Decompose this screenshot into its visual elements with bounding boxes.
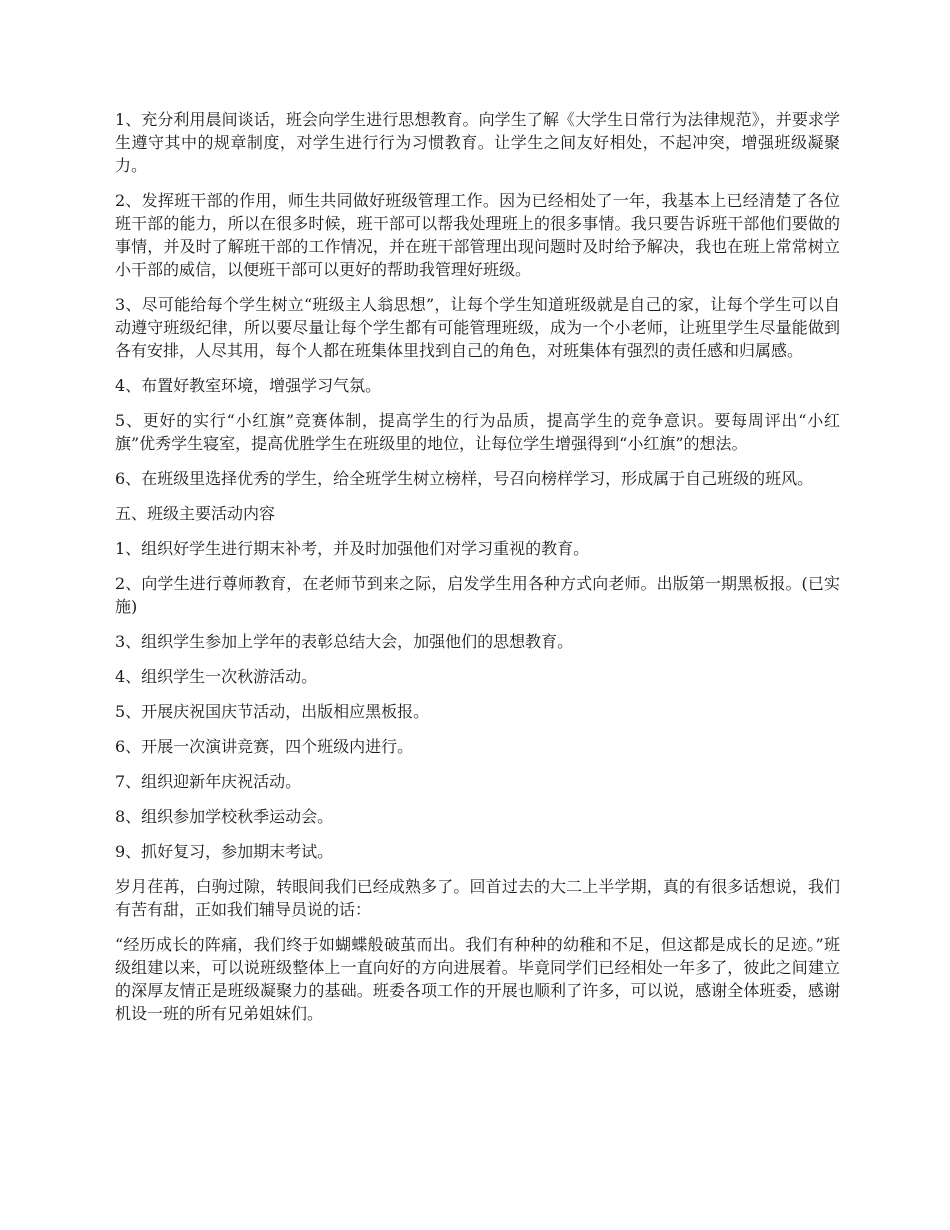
activity-item-5: 5、开展庆祝国庆节活动，出版相应黑板报。 (115, 702, 430, 721)
activity-item-3: 3、组织学生参加上学年的表彰总结大会，加强他们的思想教育。 (115, 632, 574, 651)
activity-item-8: 8、组织参加学校秋季运动会。 (115, 807, 334, 826)
paragraph-measure-2: 2、发挥班干部的作用，师生共同做好班级管理工作。因为已经相处了一年，我基本上已经清楚了各位班干部的能力，所以在很多时候，班干部可以帮我处理班上的很多事情。我只要告诉班干部他们要做的事情，并及时了解班干部的工作情况，并在班干部管理出现问题时及时给予解决，我也在班上常常树立小干部的威信，以便班干部可以更好的帮助我管理好班级。 (115, 191, 840, 279)
document-body (115, 108, 840, 1037)
section-heading-activities: 五、班级主要活动内容 (115, 504, 276, 523)
reflection-paragraph-1: 岁月荏苒，白驹过隙，转眼间我们已经成熟多了。回首过去的大二上半学期，真的有很多话想说，我们有苦有甜，正如我们辅导员说的话： (115, 877, 840, 919)
activity-item-4: 4、组织学生一次秋游活动。 (115, 667, 318, 686)
reflection-paragraph-2: “经历成长的阵痛，我们终于如蝴蝶般破茧而出。我们有种种的幼稚和不足，但这都是成长的足迹。”班级组建以来，可以说班级整体上一直向好的方向进展着。毕竟同学们已经相处一年多了，彼此之间建立的深厚友情正是班级凝聚力的基础。班委各项工作的开展也顺利了许多，可以说，感谢全体班委，感谢机设一班的所有兄弟姐妹们。 (115, 935, 840, 1023)
activity-item-2: 2、向学生进行尊师教育，在老师节到来之际，启发学生用各种方式向老师。出版第一期黑板报。(已实施) (115, 574, 840, 616)
activity-item-6: 6、开展一次演讲竞赛，四个班级内进行。 (115, 737, 414, 756)
activity-item-9: 9、抓好复习，参加期末考试。 (115, 842, 334, 861)
paragraph-measure-5: 5、更好的实行“小红旗”竞赛体制，提高学生的行为品质，提高学生的竞争意识。要每周评出“小红旗”优秀学生寝室，提高优胜学生在班级里的地位，让每位学生增强得到“小红旗”的想法。 (115, 411, 840, 453)
activity-item-7: 7、组织迎新年庆祝活动。 (115, 772, 302, 791)
paragraph-measure-6: 6、在班级里选择优秀的学生，给全班学生树立榜样，号召向榜样学习，形成属于自己班级的班风。 (115, 469, 814, 488)
activity-item-1: 1、组织好学生进行期末补考，并及时加强他们对学习重视的教育。 (115, 539, 590, 558)
paragraph-measure-4: 4、布置好教室环境，增强学习气氛。 (115, 376, 382, 395)
paragraph-measure-3: 3、尽可能给每个学生树立“班级主人翁思想”，让每个学生知道班级就是自己的家，让每个学生可以自动遵守班级纪律，所以要尽量让每个学生都有可能管理班级，成为一个小老师，让班里学生尽量能做到各有安排，人尽其用，每个人都在班集体里找到自己的角色，对班集体有强烈的责任感和归属感。 (115, 295, 840, 360)
paragraph-measure-1: 1、充分利用晨间谈话，班会向学生进行思想教育。向学生了解《大学生日常行为法律规范》，并要求学生遵守其中的规章制度，对学生进行行为习惯教育。让学生之间友好相处，不起冲突，增强班级凝聚力。 (115, 110, 840, 175)
